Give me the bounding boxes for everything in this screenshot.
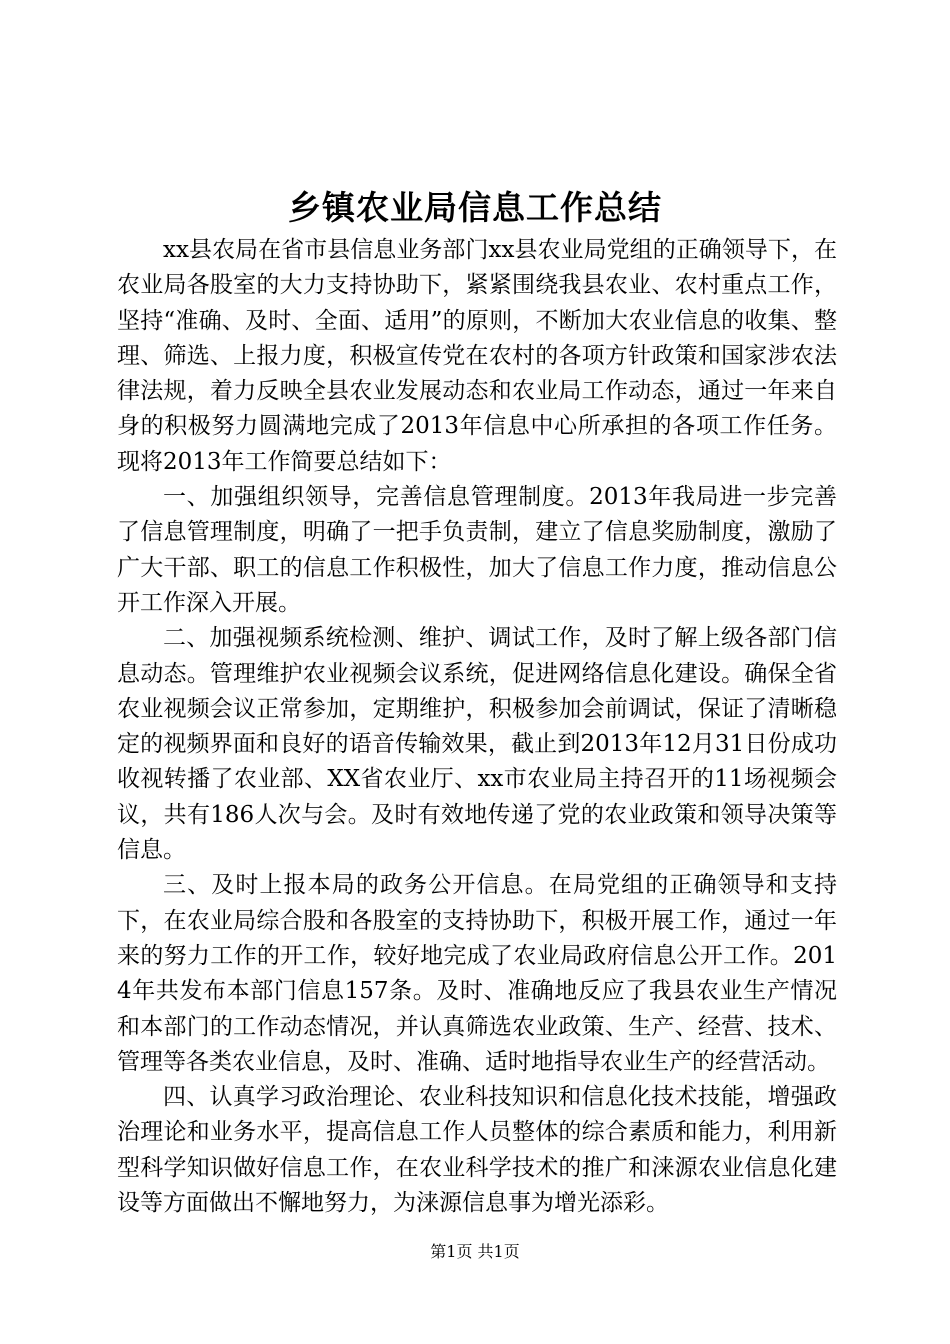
document-body (117, 233, 837, 1221)
paragraph-intro: xx县农局在省市县信息业务部门xx县农业局党组的正确领导下，在农业局各股室的大力支持协助下，紧紧围绕我县农业、农村重点工作，坚持“准确、及时、全面、适用”的原则，不断加大农业信息的收集、整理、筛选、上报力度，积极宣传党在农村的各项方针政策和国家涉农法律法规，着力反映全县农业发展动态和农业局工作动态，通过一年来自身的积极努力圆满地完成了2013年信息中心所承担的各项工作任务。现将2013年工作简要总结如下： (117, 237, 837, 475)
paragraph-section-1: 一、加强组织领导，完善信息管理制度。2013年我局进一步完善了信息管理制度，明确了一把手负责制，建立了信息奖励制度，激励了广大干部、职工的信息工作积极性，加大了信息工作力度，推动信息公开工作深入开展。 (117, 484, 837, 616)
paragraph-section-4: 四、认真学习政治理论、农业科技知识和信息化技术技能，增强政治理论和业务水平，提高信息工作人员整体的综合素质和能力，利用新型科学知识做好信息工作，在农业科学技术的推广和涞源农业信息化建设等方面做出不懈地努力，为涞源信息事为增光添彩。 (117, 1084, 837, 1217)
document-title: 乡镇农业局信息工作总结 (288, 188, 662, 227)
paragraph-section-3: 三、及时上报本局的政务公开信息。在局党组的正确领导和支持下，在农业局综合股和各股室的支持协助下，积极开展工作，通过一年来的努力工作的开工作，较好地完成了农业局政府信息公开工作。2014年共发布本部门信息157条。及时、准确地反应了我县农业生产情况和本部门的工作动态情况，并认真筛选农业政策、生产、经营、技术、管理等各类农业信息，及时、准确、适时地指导农业生产的经营活动。 (117, 872, 837, 1075)
paragraph-section-2: 二、加强视频系统检测、维护、调试工作，及时了解上级各部门信息动态。管理维护农业视频会议系统，促进网络信息化建设。确保全省农业视频会议正常参加，定期维护，积极参加会前调试，保证了清晰稳定的视频界面和良好的语音传输效果，截止到2013年12月31日份成功收视转播了农业部、XX省农业厅、xx市农业局主持召开的11场视频会议，共有186人次与会。及时有效地传递了党的农业政策和领导决策等信息。 (117, 625, 837, 864)
page-footer: 第1页 共1页 (430, 1242, 520, 1261)
